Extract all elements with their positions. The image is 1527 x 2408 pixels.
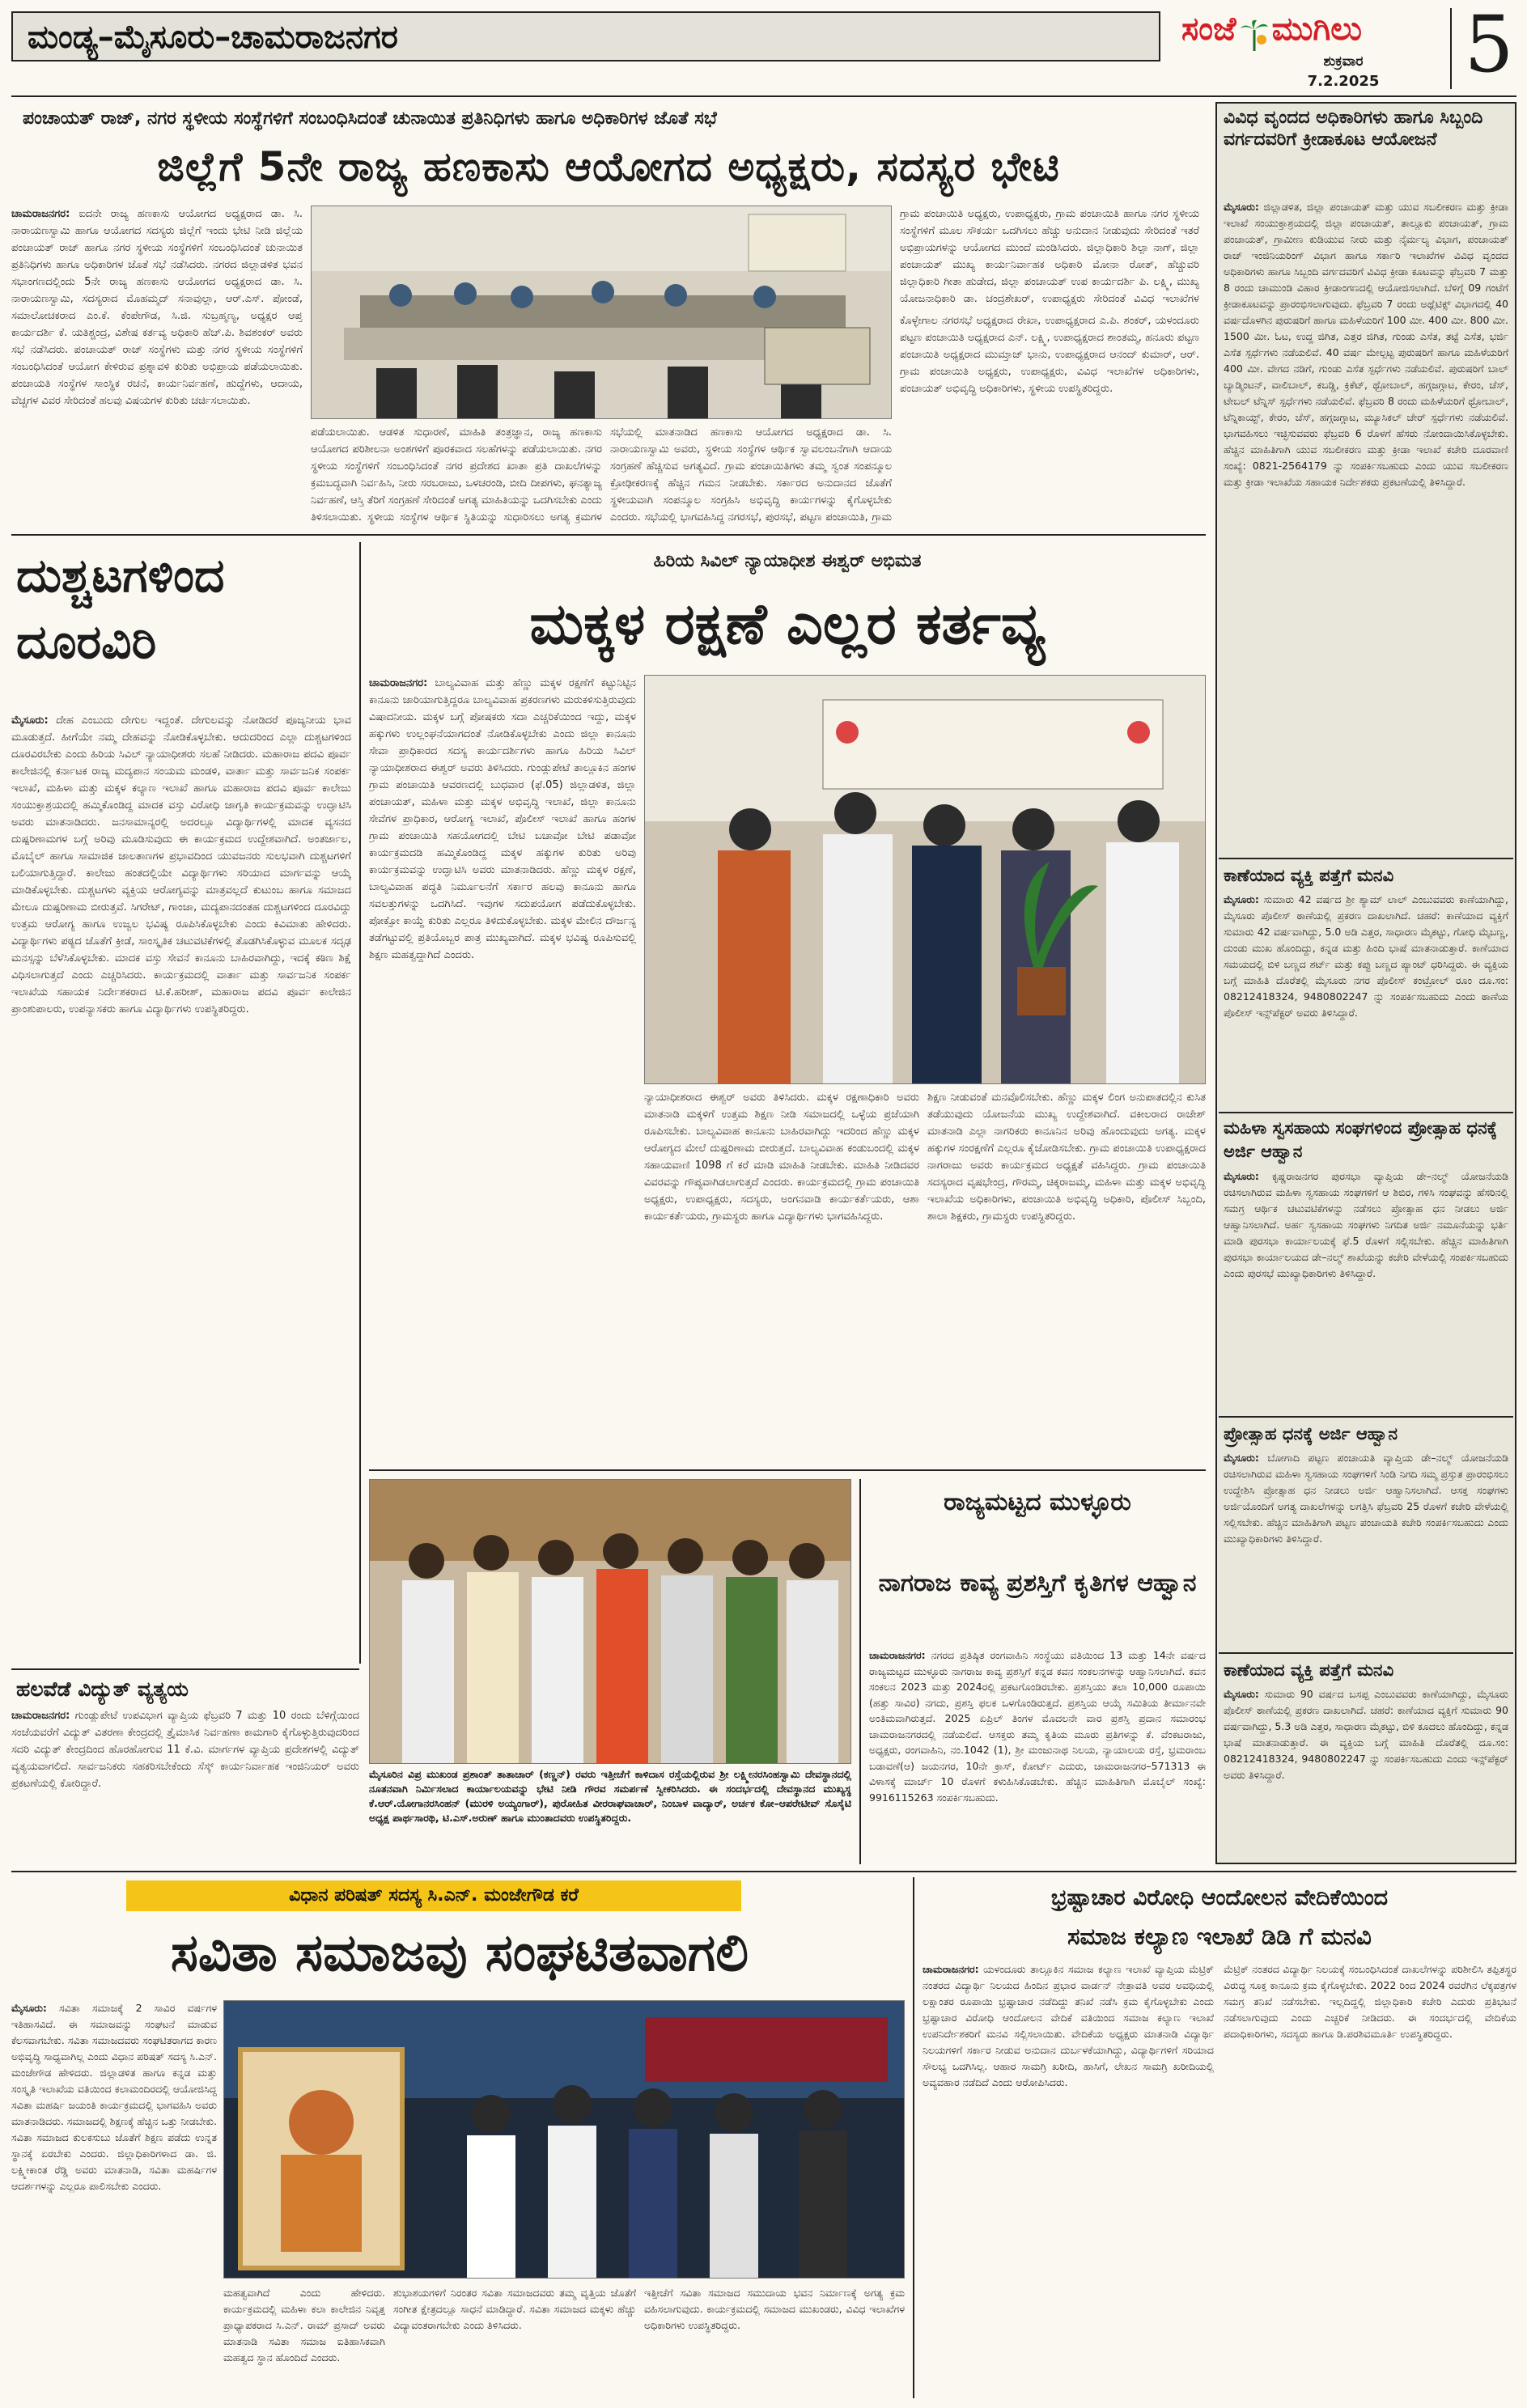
sidebar-4-text: ಬೋಗಾದಿ ಪಟ್ಟಣ ಪಂಚಾಯತಿ ವ್ಯಾಪ್ತಿಯ ಡೇ–ನಲ್ಮ್ ಯೋಜನೆಯಡಿ ರಚಿಸಲಾಗಿರುವ ಮಹಿಳಾ ಸ್ವಸಹಾಯ ಸಂಘಗಳಿಗೆ ಸಿಂಡಿ ನಿಗದಿ ಸಮ್ಮ ಪ್ರಸ್ತುತ ಪ್ರಾರಂಭಿಸಲು ಉದ್ದೇಶಿಸಿ ಪ್ರೋತ್ಸಾಹ ಧನ ನೀಡಲು ಅರ್ಜಿ ಆಹ್ವಾನಿಸಲಾಗಿದೆ. ಆಸಕ್ತ ಸಂಘಗಳು ಅರ್ಜಿಯೊಂದಿಗೆ ಅಗತ್ಯ ದಾಖಲೆಗಳನ್ನು ಲಗತ್ತಿಸಿ ಫೆಬ್ರವರಿ 25 ರೊಳಗೆ ಕಚೇರಿ ವೇಳೆಯಲ್ಲಿ ಸಲ್ಲಿಸಬೇಕು. ಹೆಚ್ಚಿನ ಮಾಹಿತಿಗಾಗಿ ಪಟ್ಟಣ ಪಂಚಾಯತಿ ಕಚೇರಿ ಸಂಪರ್ಕಿಸಬಹುದು ಎಂದು ಮುಖ್ಯಾಧಿಕಾರಿಗಳು ತಿಳಿಸಿದ್ದಾರೆ. [1224, 1452, 1508, 1545]
savita-col-2: ಮಹತ್ವವಾಗಿದೆ ಎಂದು ಹೇಳಿದರು. ಕಾರ್ಯಕ್ರಮದಲ್ಲಿ ಮಹಿಳಾ ಕಲಾ ಕಾಲೇಜಿನ ನಿವೃತ್ತ ಪ್ರಾಧ್ಯಾಪಕರಾದ ಸಿ.ಎನ್. ರಾಮ್ ಪ್ರಸಾದ್ ಅವರು ಮಾತನಾಡಿ ಸವಿತಾ ಸಮಾಜ ಐತಿಹಾಸಿಕವಾಗಿ ಮಹತ್ವದ ಸ್ಥಾನ ಹೊಂದಿದೆ ಎಂದರು. [223, 2287, 385, 2363]
issue-weekday: ಶುಕ್ರವಾರ [1323, 53, 1364, 70]
savita-photo-art [224, 2001, 905, 2279]
sidebar-1-dateline: ಮೈಸೂರು: [1224, 201, 1259, 213]
felicitation-caption: ಮೈಸೂರಿನ ವಿಪ್ರ ಮುಖಂಡ ಪ್ರಶಾಂತ್ ತಾತಾಚಾರ್ (ಕಣ್ಣನ್) ರವರು ಇತ್ತೀಚೆಗೆ ಕಾಳಿದಾಸ ರಸ್ತೆಯಲ್ಲಿರುವ ಶ್ರೀ ಲಕ್ಷ್ಮೀನರಸಿಂಹಸ್ವಾಮಿ ದೇವಸ್ಥಾನದಲ್ಲಿ ನೂತನವಾಗಿ ನಿರ್ಮಿಸಲಾದ ಕಾರ್ಯಾಲಯವನ್ನು ಭೇಟಿ ನೀಡಿ ಗೌರವ ಸಮರ್ಪಣೆ ಸ್ವೀಕರಿಸಿದರು. ಈ ಸಂದರ್ಭದಲ್ಲಿ ದೇವಸ್ಥಾನದ ಮುಖ್ಯಸ್ಥ ಕೆ.ಆರ್.ಯೋಗಾನರಸಿಂಹನ್ (ಮುರಳಿ ಅಯ್ಯಂಗಾರ್), ಪುರೋಹಿತ ವೀರರಾಘವಾಚಾರ್, ನಿಂಬಾಳ ವಾದ್ಯಾರ್, ಅರ್ಚಕ ಕೋ–ಆಪರೇಟೀವ್ ಸೊಸೈಟಿ ಅಧ್ಯಕ್ಷ ಪಾರ್ಥಸಾರಥಿ, ಟಿ.ಎಸ್.ಅರುಣ್ ಹಾಗೂ ಮುಂತಾದವರು ಉಪಸ್ಥಿತರಿದ್ದರು. [369, 1768, 851, 1824]
sidebar-1-text: ಜಿಲ್ಲಾಡಳಿತ, ಜಿಲ್ಲಾ ಪಂಚಾಯತ್ ಮತ್ತು ಯುವ ಸಬಲೀಕರಣ ಮತ್ತು ಕ್ರೀಡಾ ಇಲಾಖೆ ಸಂಯುಕ್ತಾಶ್ರಯದಲ್ಲಿ ಜಿಲ್ಲಾ ಪಂಚಾಯತ್, ತಾಲ್ಲೂಕು ಪಂಚಾಯತ್, ಗ್ರಾಮ ಪಂಚಾಯತ್, ಗ್ರಾಮೀಣ ಕುಡಿಯುವ ನೀರು ಮತ್ತು ನೈರ್ಮಲ್ಯ ವಿಭಾಗ, ಪಂಚಾಯತ್ ರಾಜ್ ಇಂಜಿನಿಯರಿಂಗ್ ವಿಭಾಗ ಹಾಗೂ ಸರ್ಕಾರಿ ಇಲಾಖೆಗಳ ವಿವಿಧ ವೃಂದದ ಅಧಿಕಾರಿಗಳು ಹಾಗೂ ಸಿಬ್ಬಂದಿ ವರ್ಗದವರಿಗೆ ವಿವಿಧ ಕ್ರೀಡಾ ಕೂಟವನ್ನು ಫೆಬ್ರವರಿ 7 ಮತ್ತು 8 ರಂದು ಚಾಮುಂಡಿ ವಿಹಾರ ಕ್ರೀಡಾಂಗಣದಲ್ಲಿ ಆಯೋಜಿಸಲಾಗಿದೆ. ಬೆಳಿಗ್ಗೆ 09 ಗಂಟೆಗೆ ಕ್ರೀಡಾಕೂಟವನ್ನು ಪ್ರಾರಂಭಿಸಲಾಗುವುದು. ಫೆಬ್ರವರಿ 7 ರಂದು ಅಥ್ಲೆಟಿಕ್ಸ್ ವಿಭಾಗದಲ್ಲಿ 40 ವರ್ಷದೊಳಗಿನ ಪುರುಷರಿಗೆ ಹಾಗೂ ಮಹಿಳೆಯರಿಗೆ 100 ಮೀ. 400 ಮೀ. 800 ಮೀ. 1500 ಮೀ. ಓಟ, ಉದ್ದ ಜಿಗಿತ, ಎತ್ತರ ಜಿಗಿತ, ಗುಂಡು ಎಸೆತ, ತಟ್ಟೆ ಎಸೆತ, ಭರ್ಜಿ ಎಸೆತ ಸ್ಪರ್ಧೆಗಳು ನಡೆಯಲಿವೆ. 40 ವರ್ಷ ಮೇಲ್ಪಟ್ಟ ಪುರುಷರಿಗೆ ಹಾಗೂ ಮಹಿಳೆಯರಿಗೆ 400 ಮೀ. ವೇಗದ ನಡಿಗೆ, ಗುಂಡು ಎಸೆತ ಸ್ಪರ್ಧೆಗಳು ನಡೆಯಲಿವೆ. ಪುರುಷರಿಗೆ ಬಾಲ್ ಬ್ಯಾಡ್ಮಿಂಟನ್, ವಾಲಿಬಾಲ್, ಕಬಡ್ಡಿ, ಕ್ರಿಕೆಟ್, ಥ್ರೋಬಾಲ್, ಹಗ್ಗಜಗ್ಗಾಟ, ಕೇರಂ, ಚೆಸ್, ಟೇಬಲ್ ಟೆನ್ನಿಸ್ ಸ್ಪರ್ಧೆಗಳು ನಡೆಯಲಿವೆ. ಫೆಬ್ರವರಿ 8 ರಂದು ಮಹಿಳೆಯರಿಗೆ ಥ್ರೋಬಾಲ್, ಟೆನ್ನಿಕಾಯ್ಟ್, ಕೇರಂ, ಚೆಸ್, ಹಗ್ಗಜಗ್ಗಾಟ, ಮ್ಯೂಸಿಕಲ್ ಚೇರ್ ಸ್ಪರ್ಧೆಗಳು ನಡೆಯಲಿವೆ. ಭಾಗವಹಿಸಲು ಇಚ್ಛಿಸುವವರು ಫೆಬ್ರವರಿ 6 ರೊಳಗೆ ಹೆಸರು ನೋಂದಾಯಿಸಿಕೊಳ್ಳಬೇಕು. ಹೆಚ್ಚಿನ ಮಾಹಿತಿಗಾಗಿ ಯುವ ಸಬಲೀಕರಣ ಮತ್ತು ಕ್ರೀಡಾ ಇಲಾಖೆ ಕಚೇರಿ ದೂರವಾಣಿ ಸಂಖ್ಯೆ: 0821-2564179 ನ್ನು ಸಂಪರ್ಕಿಸಬಹುದು ಎಂದು ಯುವ ಸಬಲೀಕರಣ ಮತ್ತು ಕ್ರೀಡಾ ಇಲಾಖೆಯ ಸಹಾಯಕ ನಿರ್ದೇಶಕರು ಪ್ರಕಟಣೆಯಲ್ಲಿ ತಿಳಿಸಿದ್ದಾರೆ. [1224, 201, 1508, 488]
corruption-col-2: ಮೆಟ್ರಿಕ್ ನಂತರದ ವಿದ್ಯಾರ್ಥಿ ನಿಲಯಕ್ಕೆ ಸಂಬಂಧಿಸಿದಂತೆ ದಾಖಲೆಗಳನ್ನು ಪರಿಶೀಲಿಸಿ ತಪ್ಪಿತಸ್ಥರ ವಿರುದ್ಧ ಸೂಕ್ತ ಕಾನೂನು ಕ್ರಮ ಕೈಗೊಳ್ಳಬೇಕು. 2022 ರಿಂದ 2024 ರವರೆಗಿನ ಲೆಕ್ಕಪತ್ರಗಳ ಸಮಗ್ರ ತನಿಖೆ ನಡೆಸಬೇಕು. ಇಲ್ಲದಿದ್ದಲ್ಲಿ ಜಿಲ್ಲಾಧಿಕಾರಿ ಕಚೇರಿ ಎದುರು ಪ್ರತಿಭಟನೆ ನಡೆಸಲಾಗುವುದು ಎಂದು ಎಚ್ಚರಿಕೆ ನೀಡಿದರು. ಈ ಸಂದರ್ಭದಲ್ಲಿ ವೇದಿಕೆಯ ಪದಾಧಿಕಾರಿಗಳು, ಸದಸ್ಯರು ಹಾಗೂ ಡಿ.ಪರಶಿವಮೂರ್ತಿ ಉಪಸ್ಥಿತರಿದ್ದರು. [1224, 1963, 1516, 2040]
award-headline: ನಾಗರಾಜ ಕಾವ್ಯ ಪ್ರಶಸ್ತಿಗೆ ಕೃತಿಗಳ ಆಹ್ವಾನ [878, 1569, 1197, 1597]
sidebar-5-dateline: ಮೈಸೂರು: [1224, 1688, 1259, 1700]
sidebar-3-headline: ಮಹಿಳಾ ಸ್ವಸಹಾಯ ಸಂಘಗಳಿಂದ ಪ್ರೋತ್ಸಾಹ ಧನಕ್ಕೆ ಅರ್ಜಿ ಆಹ್ವಾನ [1224, 1118, 1497, 1161]
power-dateline: ಚಾಮರಾಜನಗರ: [11, 1710, 70, 1722]
savita-event-photo [223, 2000, 905, 2279]
section-title-bar [11, 11, 1160, 61]
corruption-dateline: ಚಾಮರಾಜನಗರ: [923, 1963, 979, 1975]
children-event-photo [644, 675, 1206, 1084]
lead-col-1-text: ಐದನೇ ರಾಜ್ಯ ಹಣಕಾಸು ಆಯೋಗದ ಅಧ್ಯಕ್ಷರಾದ ಡಾ. ಸಿ. ನಾರಾಯಣಸ್ವಾಮಿ ಹಾಗೂ ಆಯೋಗದ ಸದಸ್ಯರು ಜಿಲ್ಲೆಗೆ ಇಂದು ಭೇಟಿ ನೀಡಿ ಜಿಲ್ಲೆಯ ಪಂಚಾಯತ್ ರಾಜ್ ಹಾಗೂ ನಗರ ಸ್ಥಳೀಯ ಸಂಸ್ಥೆಗಳಿಗೆ ಸಂಬಂಧಿಸಿದಂತೆ ಚುನಾಯಿತ ಪ್ರತಿನಿಧಿಗಳು ಹಾಗೂ ಅಧಿಕಾರಿಗಳ ಜೊತೆ ಸಭೆ ನಡೆಸಿದರು. ನಗರದ ಜಿಲ್ಲಾಡಳಿತ ಭವನ ಸಭಾಂಗಣದಲ್ಲಿಂದು 5ನೇ ರಾಜ್ಯ ಹಣಕಾಸು ಆಯೋಗದ ಅಧ್ಯಕ್ಷರಾದ ಡಾ. ಸಿ. ನಾರಾಯಣಸ್ವಾಮಿ, ಸದಸ್ಯರಾದ ಮೊಹಮ್ಮದ್ ಸನಾವುಲ್ಲಾ, ಆರ್.ಎಸ್. ಪೋಂಡೆ, ಸಮಾಲೋಚಕರಾದ ಎಂ.ಕೆ. ಕೆಂಪೇಗೌಡ, ಸಿ.ಜಿ. ಸುಬ್ರಹ್ಮಣ್ಯ, ಅಧ್ಯಕ್ಷರ ಆಪ್ತ ಕಾರ್ಯದರ್ಶಿ ಕೆ. ಯತಿಶ್ಚಂದ್ರ, ವಿಶೇಷ ಕರ್ತವ್ಯ ಅಧಿಕಾರಿ ಹೆಚ್.ಪಿ. ಶಿವಶಂಕರ್ ಅವರು ಸಭೆ ನಡೆಸಿದರು. ಪಂಚಾಯತ್ ರಾಜ್ ಸಂಸ್ಥೆಗಳು ಮತ್ತು ನಗರ ಸ್ಥಳೀಯ ಸಂಸ್ಥೆಗಳಿಗೆ ಸಂಬಂಧಿಸಿದಂತೆ ಆಯೋಗ ಕೇಳಿರುವ ಪ್ರಶ್ನಾವಳಿ ಕುರಿತು ಅಭಿಪ್ರಾಯ ಪಡೆಯಲಾಯಿತು. ಪಂಚಾಯತಿ ಸಂಸ್ಥೆಗಳ ಸಾಂಸ್ಥಿಕ ರಚನೆ, ಕಾರ್ಯನಿರ್ವಹಣೆ, ಹುದ್ದೆಗಳು, ಆದಾಯ, ವೆಚ್ಚಗಳ ವಿವರ ಸೇರಿದಂತೆ ಹಲವು ವಿಷಯಗಳ ಕುರಿತು ಚರ್ಚಿಸಲಾಯಿತು. [11, 208, 303, 407]
felicitation-photo [369, 1479, 851, 1764]
sidebar-4-body [1224, 1450, 1508, 1647]
savita-col-4: ಇತ್ತೀಚೆಗೆ ಸವಿತಾ ಸಮಾಜದ ಸಮುದಾಯ ಭವನ ನಿರ್ಮಾಣಕ್ಕೆ ಅಗತ್ಯ ಕ್ರಮ ವಹಿಸಲಾಗುವುದು. ಕಾರ್ಯಕ್ರಮದಲ್ಲಿ ಸಮಾಜದ ಮುಖಂಡರು, ವಿವಿಧ ಇಲಾಖೆಗಳ ಅಧಿಕಾರಿಗಳು ಉಪಸ್ಥಿತರಿದ್ದರು. [644, 2287, 905, 2331]
lead-headline: ಜಿಲ್ಲೆಗೆ 5ನೇ ರಾಜ್ಯ ಹಣಕಾಸು ಆಯೋಗದ ಅಧ್ಯಕ್ಷರು, ಸದಸ್ಯರ ಭೇಟಿ [157, 143, 1060, 190]
drugs-dateline: ಮೈಸೂರು: [11, 714, 49, 727]
brand-part2: ಮುಗಿಲು [1271, 11, 1362, 48]
sidebar-2-dateline: ಮೈಸೂರು: [1224, 893, 1259, 905]
lead-meeting-photo [311, 206, 892, 419]
award-text: ನಗರದ ಪ್ರತಿಷ್ಠಿತ ರಂಗವಾಹಿನಿ ಸಂಸ್ಥೆಯು ವತಿಯಿಂದ 13 ಮತ್ತು 14ನೇ ವರ್ಷದ ರಾಜ್ಯಮಟ್ಟದ ಮುಳ್ಳೂರು ನಾಗರಾಜ ಕಾವ್ಯ ಪ್ರಶಸ್ತಿಗೆ ಕನ್ನಡ ಕವನ ಸಂಕಲನಗಳನ್ನು ಆಹ್ವಾನಿಸಲಾಗಿದೆ. ಕವನ ಸಂಕಲನ 2023 ಮತ್ತು 2024ರಲ್ಲಿ ಪ್ರಕಟಗೊಂಡಿರಬೇಕು. ಪ್ರಶಸ್ತಿಯು ತಲಾ 10,000 ರೂಪಾಯಿ (ಹತ್ತು ಸಾವಿರ) ನಗದು, ಪ್ರಶಸ್ತಿ ಫಲಕ ಒಳಗೊಂಡಿರುತ್ತದೆ. ಪ್ರಶಸ್ತಿಯ ಆಯ್ಕೆ ಸಮಿತಿಯ ತೀರ್ಮಾನವೇ ಅಂತಿಮವಾಗಿರುತ್ತದೆ. 2025 ಏಪ್ರಿಲ್ ತಿಂಗಳ ಮೊದಲನೇ ವಾರ ಪ್ರಶಸ್ತಿ ಪ್ರದಾನ ಸಮಾರಂಭ ಚಾಮರಾಜನಗರದಲ್ಲಿ ನಡೆಯಲಿದೆ. ಆಸಕ್ತರು ತಮ್ಮ ಕೃತಿಯ ಮೂರು ಪ್ರತಿಗಳನ್ನು ಕೆ. ವೆಂಕಟರಾಜು, ಅಧ್ಯಕ್ಷರು, ರಂಗವಾಹಿನಿ, ನಂ.1042 (1), ಶ್ರೀ ಮಂಜುನಾಥ ನಿಲಯ, ನ್ಯಾಯಾಲಯ ರಸ್ತೆ, ಭ್ರಮರಾಂಬ ಬಡಾವಣೆ(ಆ) ಜಯನಗರ, 10ನೇ ಕ್ರಾಸ್, ಕೋರ್ಟ್ ಎದುರು, ಚಾಮರಾಜನಗರ–571313 ಈ ವಿಳಾಸಕ್ಕೆ ಮಾರ್ಚ್ 10 ರೊಳಗೆ ಕಳುಹಿಸಿಕೊಡಬೇಕು. ಹೆಚ್ಚಿನ ಮಾಹಿತಿಗಾಗಿ ಮೊಬೈಲ್ ಸಂಖ್ಯೆ: 9916115263 ಸಂಪರ್ಕಿಸಬಹುದು. [869, 1649, 1206, 1804]
sidebar-2-text: ಸುಮಾರು 42 ವರ್ಷದ ಶ್ರೀ ಶ್ಯಾಮ್ ಲಾಲ್ ಎಂಬುವವರು ಕಾಣೆಯಾಗಿದ್ದು, ಮೈಸೂರು ಪೊಲೀಸ್ ಠಾಣೆಯಲ್ಲಿ ಪ್ರಕರಣ ದಾಖಲಾಗಿದೆ. ಚಹರೆ: ಕಾಣೆಯಾದ ವ್ಯಕ್ತಿಗೆ ಸುಮಾರು 42 ವರ್ಷವಾಗಿದ್ದು, 5.0 ಅಡಿ ಎತ್ತರ, ಸಾಧಾರಣ ಮೈಕಟ್ಟು, ಗೋಧಿ ಮೈಬಣ್ಣ, ದುಂಡು ಮುಖ ಹೊಂದಿದ್ದು, ಕನ್ನಡ ಮತ್ತು ಹಿಂದಿ ಭಾಷೆ ಮಾತನಾಡುತ್ತಾರೆ. ಕಾಣೆಯಾದ ಸಮಯದಲ್ಲಿ ಬಿಳಿ ಬಣ್ಣದ ಶರ್ಟ್ ಮತ್ತು ಕಪ್ಪು ಬಣ್ಣದ ಪ್ಯಾಂಟ್ ಧರಿಸಿದ್ದರು. ಈ ವ್ಯಕ್ತಿಯ ಬಗ್ಗೆ ಮಾಹಿತಿ ದೊರೆತಲ್ಲಿ ಮೈಸೂರು ನಗರ ಪೊಲೀಸ್ ಕಂಟ್ರೋಲ್ ರೂಂ ದೂ.ಸಂ: 08212418324, 9480802247 ನ್ನು ಸಂಪರ್ಕಿಸಬಹುದು ಎಂದು ಠಾಣೆಯ ಪೊಲೀಸ್ ಇನ್ಸ್‌ಪೆಕ್ಟರ್ ಅವರು ತಿಳಿಸಿದ್ದಾರೆ. [1224, 893, 1508, 1019]
drugs-headline: ದುಶ್ಚಟಗಳಿಂದ ದೂರವಿರಿ [16, 548, 225, 669]
lead-col-2: ಪಡೆಯಲಾಯಿತು. ಆಡಳಿತ ಸುಧಾರಣೆ, ಮಾಹಿತಿ ತಂತ್ರಜ್ಞಾನ, ರಾಜ್ಯ ಹಣಕಾಸು ಆಯೋಗದ ಪರಿಶೀಲನಾ ಅಂಶಗಳಿಗೆ ಪೂರಕವಾದ ಸಲಹೆಗಳನ್ನು ಪಡೆಯಲಾಯಿತು. ನಗರ ಸ್ಥಳೀಯ ಸಂಸ್ಥೆಗಳಿಗೆ ಸಂಬಂಧಿಸಿದಂತೆ ನಗರ ಪ್ರದೇಶದ ಖಾತಾ ಪ್ರತಿ ದಾಖಲೆಗಳನ್ನು ಕ್ರಮಬದ್ಧವಾಗಿ ನಿರ್ವಹಿಸಿ, ನೀರು ಸರಬರಾಜು, ಒಳಚರಂಡಿ, ಬೀದಿ ದೀಪಗಳು, ಘನತ್ಯಾಜ್ಯ ನಿರ್ವಹಣೆ, ಆಸ್ತಿ ತೆರಿಗೆ ಸಂಗ್ರಹಣೆ ಸೇರಿದಂತೆ ಅಗತ್ಯ ಮಾಹಿತಿಯನ್ನು ಒದಗಿಸಬೇಕು ಎಂದು ತಿಳಿಸಲಾಯಿತು. ಸ್ಥಳೀಯ ಸಂಸ್ಥೆಗಳ ಆರ್ಥಿಕ ಸ್ಥಿತಿಯನ್ನು ಸುಧಾರಿಸಲು ಅಗತ್ಯ ಕ್ರಮಗಳ [311, 426, 602, 524]
savita-col-1-text: ಸವಿತಾ ಸಮಾಜಕ್ಕೆ 2 ಸಾವಿರ ವರ್ಷಗಳ ಇತಿಹಾಸವಿದೆ. ಈ ಸಮಾಜವನ್ನು ಸಂಘಟನೆ ಮಾಡುವ ಕೆಲಸವಾಗಬೇಕು. ಸವಿತಾ ಸಮಾಜದವರು ಸಂಘಟಿತರಾಗದ ಕಾರಣ ಅಭಿವೃದ್ಧಿ ಸಾಧ್ಯವಾಗಿಲ್ಲ ಎಂದು ವಿಧಾನ ಪರಿಷತ್ ಸದಸ್ಯ ಸಿ.ಎನ್. ಮಂಜೇಗೌಡ ಹೇಳಿದರು. ಜಿಲ್ಲಾಡಳಿತ ಹಾಗೂ ಕನ್ನಡ ಮತ್ತು ಸಂಸ್ಕೃತಿ ಇಲಾಖೆಯ ವತಿಯಿಂದ ಕಲಾಮಂದಿರದಲ್ಲಿ ಆಯೋಜಿಸಿದ್ದ ಸವಿತಾ ಮಹರ್ಷಿ ಜಯಂತಿ ಕಾರ್ಯಕ್ರಮದಲ್ಲಿ ಭಾಗವಹಿಸಿ ಅವರು ಮಾತನಾಡಿದರು. ಸಮಾಜದಲ್ಲಿ ಶಿಕ್ಷಣಕ್ಕೆ ಹೆಚ್ಚಿನ ಒತ್ತು ನೀಡಬೇಕು. ಸವಿತಾ ಸಮಾಜದ ಕುಲಕಸುಬು ಜೊತೆಗೆ ಶಿಕ್ಷಣ ಪಡೆದು ಉನ್ನತ ಸ್ಥಾನಕ್ಕೆ ಏರಬೇಕು ಎಂದರು. ಜಿಲ್ಲಾಧಿಕಾರಿಗಳಾದ ಡಾ. ಜಿ. ಲಕ್ಷ್ಮೀಕಾಂತ ರೆಡ್ಡಿ ಅವರು ಮಾತನಾಡಿ, ಸವಿತಾ ಮಹರ್ಷಿಗಳ ಆದರ್ಶಗಳನ್ನು ಎಲ್ಲರೂ ಪಾಲಿಸಬೇಕು ಎಂದರು. [11, 2002, 217, 2192]
savita-dateline: ಮೈಸೂರು: [11, 2002, 47, 2014]
award-body [869, 1647, 1206, 1864]
children-kicker: ಹಿರಿಯ ಸಿವಿಲ್ ನ್ಯಾಯಾಧೀಶ ಈಶ್ವರ್ ಅಭಿಮತ [653, 551, 922, 571]
corruption-col-1-text: ಯಳಂದೂರು ತಾಲ್ಲೂಕಿನ ಸಮಾಜ ಕಲ್ಯಾಣ ಇಲಾಖೆ ವ್ಯಾಪ್ತಿಯ ಮೆಟ್ರಿಕ್ ನಂತರದ ವಿದ್ಯಾರ್ಥಿ ನಿಲಯದ ಹಿಂದಿನ ಪ್ರಭಾರ ವಾರ್ಡನ್ ನೇತ್ರಾವತಿ ಅವರ ಅವಧಿಯಲ್ಲಿ ಲಕ್ಷಾಂತರ ರೂಪಾಯಿ ಭ್ರಷ್ಟಾಚಾರ ನಡೆದಿದ್ದು ತನಿಖೆ ನಡೆಸಿ ಕ್ರಮ ಕೈಗೊಳ್ಳಬೇಕು ಎಂದು ಭ್ರಷ್ಟಾಚಾರ ವಿರೋಧಿ ಆಂದೋಲನ ವೇದಿಕೆ ವತಿಯಿಂದ ಸಮಾಜ ಕಲ್ಯಾಣ ಇಲಾಖೆ ಉಪನಿರ್ದೇಶಕರಿಗೆ ಮನವಿ ಸಲ್ಲಿಸಲಾಯಿತು. ವೇದಿಕೆಯ ಅಧ್ಯಕ್ಷರು ಮಾತನಾಡಿ ವಿದ್ಯಾರ್ಥಿ ನಿಲಯಗಳಿಗೆ ಸರ್ಕಾರ ನೀಡುವ ಅನುದಾನ ದುರ್ಬಳಕೆಯಾಗಿದ್ದು, ವಿದ್ಯಾರ್ಥಿಗಳಿಗೆ ಸರಿಯಾದ ಸೌಲಭ್ಯ ಒದಗಿಸಿಲ್ಲ. ಆಹಾರ ಸಾಮಗ್ರಿ ಖರೀದಿ, ಹಾಸಿಗೆ, ಲೇಖನ ಸಾಮಗ್ರಿ ಖರೀದಿಯಲ್ಲಿ ಅವ್ಯವಹಾರ ನಡೆದಿದೆ ಎಂದು ಆರೋಪಿಸಿದರು. [923, 1963, 1214, 2088]
children-col-2: ನ್ಯಾಯಾಧೀಶರಾದ ಈಶ್ವರ್ ಅವರು ತಿಳಿಸಿದರು. ಮಕ್ಕಳ ರಕ್ಷಣಾಧಿಕಾರಿ ಅವರು ಮಾತನಾಡಿ ಮಕ್ಕಳಿಗೆ ಉತ್ತಮ ಶಿಕ್ಷಣ ನೀಡಿ ಸಮಾಜದಲ್ಲಿ ಒಳ್ಳೆಯ ಪ್ರಜೆಯಾಗಿ ರೂಪಿಸಬೇಕು. ಬಾಲ್ಯವಿವಾಹ ಕಾನೂನು ಬಾಹಿರವಾಗಿದ್ದು ಇದರಿಂದ ಹೆಣ್ಣು ಮಕ್ಕಳ ಆರೋಗ್ಯದ ಮೇಲೆ ದುಷ್ಪರಿಣಾಮ ಬೀರುತ್ತದೆ. ಬಾಲ್ಯವಿವಾಹ ಕಂಡುಬಂದಲ್ಲಿ ಮಕ್ಕಳ ಸಹಾಯವಾಣಿ 1098 ಗೆ ಕರೆ ಮಾಡಿ ಮಾಹಿತಿ ನೀಡಬೇಕು. ಮಾಹಿತಿ ನೀಡಿದವರ ವಿವರವನ್ನು ಗೌಪ್ಯವಾಗಿಡಲಾಗುತ್ತದೆ ಎಂದರು. ಕಾರ್ಯಕ್ರಮದಲ್ಲಿ ಗ್ರಾಮ ಪಂಚಾಯಿತಿ ಅಧ್ಯಕ್ಷರು, ಉಪಾಧ್ಯಕ್ಷರು, ಸದಸ್ಯರು, ಅಂಗನವಾಡಿ ಕಾರ್ಯಕರ್ತೆಯರು, ಆಶಾ ಕಾರ್ಯಕರ್ತೆಯರು, ಗ್ರಾಮಸ್ಥರು ಹಾಗೂ ವಿದ್ಯಾರ್ಥಿಗಳು ಭಾಗವಹಿಸಿದ್ದರು. [644, 1092, 919, 1223]
sidebar-5-body [1224, 1686, 1508, 1859]
felicitation-photo-art [370, 1480, 851, 1764]
sidebar-4-headline: ಪ್ರೋತ್ಸಾಹ ಧನಕ್ಕೆ ಅರ್ಜಿ ಆಹ್ವಾನ [1224, 1424, 1398, 1444]
children-col-3: ಶಿಕ್ಷಣ ನೀಡುವಂತೆ ಮನವೊಲಿಸಬೇಕು. ಹೆಣ್ಣು ಮಕ್ಕಳ ಲಿಂಗ ಅನುಪಾತದಲ್ಲಿನ ಕುಸಿತ ತಡೆಯುವುದು ಯೋಜನೆಯ ಮುಖ್ಯ ಉದ್ದೇಶವಾಗಿದೆ. ವಕೀಲರಾದ ರಾಜೇಶ್ ಮಾತನಾಡಿ ಎಲ್ಲಾ ನಾಗರಿಕರು ಕಾನೂನಿನ ಅರಿವು ಹೊಂದುವುದು ಅಗತ್ಯ. ಮಕ್ಕಳ ಹಕ್ಕುಗಳ ಸಂರಕ್ಷಣೆಗೆ ಎಲ್ಲರೂ ಕೈಜೋಡಿಸಬೇಕು. ಗ್ರಾಮ ಪಂಚಾಯಿತಿ ಉಪಾಧ್ಯಕ್ಷರಾದ ನಾಗರಾಜು ಅವರು ಕಾರ್ಯಕ್ರಮದ ಅಧ್ಯಕ್ಷತೆ ವಹಿಸಿದ್ದರು. ಗ್ರಾಮ ಪಂಚಾಯಿತಿ ಸದಸ್ಯರಾದ ವೃಷಭೇಂದ್ರ, ಗೌರಮ್ಮ, ಚಿಕ್ಕರಾಜಮ್ಮ, ಮಹಿಳಾ ಮತ್ತು ಮಕ್ಕಳ ಅಭಿವೃದ್ಧಿ ಇಲಾಖೆಯ ಅಧಿಕಾರಿಗಳು, ಪಂಚಾಯಿತಿ ಅಭಿವೃದ್ಧಿ ಅಧಿಕಾರಿ, ಪೊಲೀಸ್ ಸಿಬ್ಬಂದಿ, ಶಾಲಾ ಶಿಕ್ಷಕರು, ಗ್ರಾಮಸ್ಥರು ಉಪಸ್ಥಿತರಿದ್ದರು. [927, 1092, 1206, 1223]
lead-col-1 [11, 206, 303, 526]
sidebar-5-headline: ಕಾಣೆಯಾದ ವ್ಯಕ್ತಿ ಪತ್ತೆಗೆ ಮನವಿ [1224, 1660, 1394, 1680]
power-text: ಗುಂಡ್ಲುಪೇಟೆ ಉಪವಿಭಾಗ ವ್ಯಾಪ್ತಿಯ ಫೆಬ್ರವರಿ 7 ಮತ್ತು 10 ರಂದು ಬೆಳಿಗ್ಗೆಯಿಂದ ಸಂಜೆಯವರೆಗೆ ವಿದ್ಯುತ್ ವಿತರಣಾ ಕೇಂದ್ರದಲ್ಲಿ ತ್ರೈಮಾಸಿಕ ನಿರ್ವಹಣಾ ಕಾಮಗಾರಿ ಕೈಗೊಳ್ಳುತ್ತಿರುವುದರಿಂದ ಸದರಿ ವಿದ್ಯುತ್ ಕೇಂದ್ರದಿಂದ ಹೊರಹೋಗುವ 11 ಕೆ.ವಿ. ಮಾರ್ಗಗಳ ವ್ಯಾಪ್ತಿಯ ಪ್ರದೇಶಗಳಲ್ಲಿ ವಿದ್ಯುತ್ ವ್ಯತ್ಯಯವಾಗಲಿದೆ. ಸಾರ್ವಜನಿಕರು ಸಹಕರಿಸಬೇಕೆಂದು ಸೆಸ್ಕ್ ಕಾರ್ಯನಿರ್ವಾಹಕ ಇಂಜಿನಿಯರ್ ಅವರು ಪ್ರಕಟಣೆಯಲ್ಲಿ ಕೋರಿದ್ದಾರೆ. [11, 1710, 359, 1790]
palm-icon [1241, 19, 1268, 54]
corruption-kicker: ಭ್ರಷ್ಟಾಚಾರ ವಿರೋಧಿ ಆಂದೋಲನ ವೇದಿಕೆಯಿಂದ [1050, 1885, 1389, 1910]
sidebar-3-body [1224, 1168, 1508, 1411]
sidebar-3-dateline: ಮೈಸೂರು: [1224, 1170, 1259, 1182]
brand-part1: ಸಂಜೆ [1181, 11, 1236, 48]
sidebar-5-text: ಸುಮಾರು 90 ವರ್ಷದ ಬಸಪ್ಪ ಎಂಬುವವರು ಕಾಣೆಯಾಗಿದ್ದು, ಮೈಸೂರು ಪೊಲೀಸ್ ಠಾಣೆಯಲ್ಲಿ ಪ್ರಕರಣ ದಾಖಲಾಗಿದೆ. ಚಹರೆ: ಕಾಣೆಯಾದ ವ್ಯಕ್ತಿಗೆ ಸುಮಾರು 90 ವರ್ಷವಾಗಿದ್ದು, 5.3 ಅಡಿ ಎತ್ತರ, ಸಾಧಾರಣ ಮೈಕಟ್ಟು, ಬಿಳಿ ಕೂದಲು ಹೊಂದಿದ್ದು, ಕನ್ನಡ ಭಾಷೆ ಮಾತನಾಡುತ್ತಾರೆ. ಈ ವ್ಯಕ್ತಿಯ ಬಗ್ಗೆ ಮಾಹಿತಿ ದೊರೆತಲ್ಲಿ ದೂ.ಸಂ: 08212418324, 9480802247 ನ್ನು ಸಂಪರ್ಕಿಸಬಹುದು ಎಂದು ಇನ್ಸ್‌ಪೆಕ್ಟರ್ ಅವರು ತಿಳಿಸಿದ್ದಾರೆ. [1224, 1688, 1508, 1781]
savita-col-3: ಶುಭಾಶಯಗಳಿಗೆ ನಿರಂತರ ಸವಿತಾ ಸಮಾಜದವರು ತಮ್ಮ ವೃತ್ತಿಯ ಜೊತೆಗೆ ಸಂಗೀತ ಕ್ಷೇತ್ರದಲ್ಲೂ ಸಾಧನೆ ಮಾಡಿದ್ದಾರೆ. ಸವಿತಾ ಸಮಾಜದ ಮಕ್ಕಳು ಹೆಚ್ಚು ವಿದ್ಯಾವಂತರಾಗಬೇಕು ಎಂದು ತಿಳಿಸಿದರು. [393, 2287, 636, 2331]
lead-kicker: ಪಂಚಾಯತ್ ರಾಜ್, ನಗರ ಸ್ಥಳೀಯ ಸಂಸ್ಥೆಗಳಿಗೆ ಸಂಬಂಧಿಸಿದಂತೆ ಚುನಾಯಿತ ಪ್ರತಿನಿಧಿಗಳು ಹಾಗೂ ಅಧಿಕಾರಿಗಳ ಜೊತೆ ಸಭೆ [23, 108, 717, 129]
power-body [11, 1707, 359, 1864]
children-headline: ಮಕ್ಕಳ ರಕ್ಷಣೆ ಎಲ್ಲರ ಕರ್ತವ್ಯ [529, 591, 1046, 657]
savita-kicker: ವಿಧಾನ ಪರಿಷತ್ ಸದಸ್ಯ ಸಿ.ಎನ್. ಮಂಜೇಗೌಡ ಕರೆ [126, 1880, 741, 1911]
corruption-headline: ಸಮಾಜ ಕಲ್ಯಾಣ ಇಲಾಖೆ ಡಿಡಿ ಗೆ ಮನವಿ [1067, 1923, 1372, 1950]
issue-date: 7.2.2025 [1307, 73, 1380, 90]
sidebar-4-dateline: ಮೈಸೂರು: [1224, 1452, 1259, 1464]
children-col-1-text: ಬಾಲ್ಯವಿವಾಹ ಮತ್ತು ಹೆಣ್ಣು ಮಕ್ಕಳ ರಕ್ಷಣೆಗೆ ಕಟ್ಟುನಿಟ್ಟಿನ ಕಾನೂನು ಜಾರಿಯಾಗುತ್ತಿದ್ದರೂ ಬಾಲ್ಯವಿವಾಹ ಪ್ರಕರಣಗಳು ಮರುಕಳಿಸುತ್ತಿರುವುದು ವಿಷಾದನೀಯ. ಮಕ್ಕಳ ಬಗ್ಗೆ ಪೋಷಕರು ಸದಾ ಎಚ್ಚರಿಕೆಯಿಂದ ಇದ್ದು, ಮಕ್ಕಳ ಹಕ್ಕುಗಳು ಉಲ್ಲಂಘನೆಯಾಗದಂತೆ ನೋಡಿಕೊಳ್ಳಬೇಕು ಎಂದು ಜಿಲ್ಲಾ ಕಾನೂನು ಸೇವಾ ಪ್ರಾಧಿಕಾರದ ಸದಸ್ಯ ಕಾರ್ಯದರ್ಶಿಗಳು ಹಾಗೂ ಹಿರಿಯ ಸಿವಿಲ್ ನ್ಯಾಯಾಧೀಶರಾದ ಈಶ್ವರ್ ಅವರು ತಿಳಿಸಿದರು. ಗುಂಡ್ಲುಪೇಟೆ ತಾಲ್ಲೂಕಿನ ಹಂಗಳ ಗ್ರಾಮ ಪಂಚಾಯಿತಿ ಆವರಣದಲ್ಲಿ ಬುಧವಾರ (ಫೆ.05) ಜಿಲ್ಲಾಡಳಿತ, ಜಿಲ್ಲಾ ಪಂಚಾಯತ್, ಮಹಿಳಾ ಮತ್ತು ಮಕ್ಕಳ ಅಭಿವೃದ್ಧಿ ಇಲಾಖೆ, ಜಿಲ್ಲಾ ಕಾನೂನು ಸೇವೆಗಳ ಪ್ರಾಧಿಕಾರ, ಆರೋಗ್ಯ ಇಲಾಖೆ, ಪೊಲೀಸ್ ಇಲಾಖೆ ಹಾಗೂ ಹಂಗಳ ಗ್ರಾಮ ಪಂಚಾಯಿತಿ ಸಹಯೋಗದಲ್ಲಿ ಬೇಟಿ ಬಚಾವೋ ಬೇಟಿ ಪಡಾವೋ ಕಾರ್ಯಕ್ರಮದಡಿ ಹಮ್ಮಿಕೊಂಡಿದ್ದ ಮಕ್ಕಳ ಹಕ್ಕುಗಳ ಕುರಿತು ಅರಿವು ಕಾರ್ಯಕ್ರಮವನ್ನು ಉದ್ಘಾಟಿಸಿ ಅವರು ಮಾತನಾಡಿದರು. ಹೆಣ್ಣು ಮಕ್ಕಳ ರಕ್ಷಣೆ, ಬಾಲ್ಯವಿವಾಹ ಪದ್ಧತಿ ನಿರ್ಮೂಲನೆಗೆ ಸರ್ಕಾರ ಹಲವು ಕಾನೂನು ಹಾಗೂ ಸವಲತ್ತುಗಳನ್ನು ಒದಗಿಸಿದೆ. ಇವುಗಳ ಸದುಪಯೋಗ ಪಡೆದುಕೊಳ್ಳಬೇಕು. ಪೋಕ್ಸೋ ಕಾಯ್ದೆ ಕುರಿತು ಎಲ್ಲರೂ ತಿಳಿದುಕೊಳ್ಳಬೇಕು. ಮಕ್ಕಳ ಮೇಲಿನ ದೌರ್ಜನ್ಯ ತಡೆಗಟ್ಟುವಲ್ಲಿ ಪ್ರತಿಯೊಬ್ಬರ ಪಾತ್ರ ಮುಖ್ಯವಾಗಿದೆ. ಮಕ್ಕಳ ಭವಿಷ್ಯ ರೂಪಿಸುವಲ್ಲಿ ಶಿಕ್ಷಣ ಮಹತ್ವದ್ದಾಗಿದೆ ಎಂದರು. [369, 677, 636, 961]
section-title: ಮಂಡ್ಯ–ಮೈಸೂರು–ಚಾಮರಾಜನಗರ [28, 19, 398, 56]
children-photo-art [645, 676, 1206, 1084]
award-kicker: ರಾಜ್ಯಮಟ್ಟದ ಮುಳ್ಳೂರು [944, 1488, 1131, 1516]
drugs-text: ದೇಹ ಎಂಬುದು ದೇಗುಲ ಇದ್ದಂತೆ. ದೇಗುಲವನ್ನು ನೋಡಿದರೆ ಪೂಜ್ಯನೀಯ ಭಾವ ಮೂಡುತ್ತದೆ. ಹೀಗೆಯೇ ನಮ್ಮ ದೇಹವನ್ನು ನೋಡಿಕೊಳ್ಳಬೇಕು. ಆದುದರಿಂದ ಎಲ್ಲಾ ದುಶ್ಚಟಗಳಿಂದ ದೂರವಿರಬೇಕು ಎಂದು ಹಿರಿಯ ಸಿವಿಲ್ ನ್ಯಾಯಾಧೀಶರು ಸಲಹೆ ನೀಡಿದರು. ಮಹಾರಾಜ ಪದವಿ ಪೂರ್ವ ಕಾಲೇಜಿನಲ್ಲಿ ಕರ್ನಾಟಕ ರಾಜ್ಯ ಮದ್ಯಪಾನ ಸಂಯಮ ಮಂಡಳಿ, ವಾರ್ತಾ ಮತ್ತು ಸಾರ್ವಜನಿಕ ಸಂಪರ್ಕ ಇಲಾಖೆ, ಮಹಿಳಾ ಮತ್ತು ಮಕ್ಕಳ ಕಲ್ಯಾಣ ಇಲಾಖೆ ಹಾಗೂ ಮಹಾರಾಜ ಪದವಿ ಪೂರ್ವ ಕಾಲೇಜು ಸಂಯುಕ್ತಾಶ್ರಯದಲ್ಲಿ ಹಮ್ಮಿಕೊಂಡಿದ್ದ ಮಾದಕ ವಸ್ತು ವಿರೋಧಿ ಜಾಗೃತಿ ಕಾರ್ಯಕ್ರಮವನ್ನು ಉದ್ಘಾಟಿಸಿ ಅವರು ಮಾತನಾಡಿದರು. ಜನಸಾಮಾನ್ಯರಲ್ಲಿ ಅದರಲ್ಲೂ ವಿದ್ಯಾರ್ಥಿಗಳಲ್ಲಿ ಮಾದಕ ವ್ಯಸನದ ದುಷ್ಪರಿಣಾಮಗಳ ಬಗ್ಗೆ ಅರಿವು ಮೂಡಿಸುವುದು ಈ ಕಾರ್ಯಕ್ರಮದ ಉದ್ದೇಶವಾಗಿದೆ. ಅಂತರ್ಜಾಲ, ಮೊಬೈಲ್ ಹಾಗೂ ಸಾಮಾಜಿಕ ಜಾಲತಾಣಗಳ ಪ್ರಭಾವದಿಂದ ಯುವಜನರು ಸುಲಭವಾಗಿ ದುಶ್ಚಟಗಳಿಗೆ ಬಲಿಯಾಗುತ್ತಿದ್ದಾರೆ. ಕಾಲೇಜು ಹಂತದಲ್ಲಿಯೇ ವಿದ್ಯಾರ್ಥಿಗಳು ಸರಿಯಾದ ಮಾರ್ಗವನ್ನು ಆಯ್ಕೆ ಮಾಡಿಕೊಳ್ಳಬೇಕು. ದುಶ್ಚಟಗಳು ವ್ಯಕ್ತಿಯ ಆರೋಗ್ಯವನ್ನು ಮಾತ್ರವಲ್ಲದೆ ಕುಟುಂಬ ಹಾಗೂ ಸಮಾಜದ ಮೇಲೂ ದುಷ್ಪರಿಣಾಮ ಬೀರುತ್ತವೆ. ಸಿಗರೇಟ್, ಗಾಂಜಾ, ಮದ್ಯಪಾನದಂತಹ ದುಶ್ಚಟಗಳಿಂದ ದೂರವಿದ್ದು ಉತ್ತಮ ಆರೋಗ್ಯ ಹಾಗೂ ಉಜ್ವಲ ಭವಿಷ್ಯ ರೂಪಿಸಿಕೊಳ್ಳಬೇಕು ಎಂದು ಕಿವಿಮಾತು ಹೇಳಿದರು. ವಿದ್ಯಾರ್ಥಿಗಳು ಪಠ್ಯದ ಜೊತೆಗೆ ಕ್ರೀಡೆ, ಸಾಂಸ್ಕೃತಿಕ ಚಟುವಟಿಕೆಗಳಲ್ಲಿ ತೊಡಗಿಸಿಕೊಳ್ಳುವ ಮೂಲಕ ಸದೃಢ ಮನಸ್ಸನ್ನು ಬೆಳೆಸಿಕೊಳ್ಳಬೇಕು. ಮಾದಕ ವಸ್ತು ಸೇವನೆ ಕಾನೂನು ಬಾಹಿರವಾಗಿದ್ದು, ಇದಕ್ಕೆ ಕಠಿಣ ಶಿಕ್ಷೆ ವಿಧಿಸಲಾಗುತ್ತದೆ ಎಂದು ಎಚ್ಚರಿಸಿದರು. ಕಾರ್ಯಕ್ರಮದಲ್ಲಿ ವಾರ್ತಾ ಮತ್ತು ಸಾರ್ವಜನಿಕ ಸಂಪರ್ಕ ಇಲಾಖೆಯ ಸಹಾಯಕ ನಿರ್ದೇಶಕರಾದ ಟಿ.ಕೆ.ಹರೀಶ್, ಮಹಾರಾಜ ಪದವಿ ಪೂರ್ವ ಕಾಲೇಜಿನ ಪ್ರಾಂಶುಪಾಲರು, ಉಪನ್ಯಾಸಕರು ಹಾಗೂ ವಿದ್ಯಾರ್ಥಿಗಳು ಉಪಸ್ಥಿತರಿದ್ದರು. [11, 714, 351, 1015]
drugs-body [11, 712, 351, 1664]
corruption-col-1 [923, 1961, 1214, 2398]
sidebar-3-text: ಕೃಷ್ಣರಾಜನಗರ ಪುರಸಭಾ ವ್ಯಾಪ್ತಿಯ ಡೇ–ನಲ್ಮ್ ಯೋಜನೆಯಡಿ ರಚಿಸಲಾಗಿರುವ ಮಹಿಳಾ ಸ್ವಸಹಾಯ ಸಂಘಗಳಿಗೆ ಆ ಶಿಬಿರ, ಗಳಿಸಿ ಸಂಘವನ್ನು ಹೆಸರಿನಲ್ಲಿ ಸಮಗ್ರ ಆರ್ಥಿಕ ಚಟುವಟಿಕೆಗಳನ್ನು ನಡೆಸಲು ಪ್ರೋತ್ಸಾಹ ಧನ ನೀಡಲು ಅರ್ಜಿ ಆಹ್ವಾನಿಸಲಾಗಿದೆ. ಅರ್ಹ ಸ್ವಸಹಾಯ ಸಂಘಗಳು ನಿಗದಿತ ಅರ್ಜಿ ನಮೂನೆಯನ್ನು ಭರ್ತಿ ಮಾಡಿ ಪುರಸಭಾ ಕಾರ್ಯಾಲಯಕ್ಕೆ ಫೆ.5 ರೊಳಗೆ ಸಲ್ಲಿಸಬೇಕು. ಹೆಚ್ಚಿನ ಮಾಹಿತಿಗಾಗಿ ಪುರಸಭಾ ಕಾರ್ಯಾಲಯದ ಡೇ–ನಲ್ಮ್ ಶಾಖೆಯನ್ನು ಕಚೇರಿ ವೇಳೆಯಲ್ಲಿ ಸಂಪರ್ಕಿಸಬಹುದು ಎಂದು ಪುರಸಭೆ ಮುಖ್ಯಾಧಿಕಾರಿಗಳು ತಿಳಿಸಿದ್ದಾರೆ. [1224, 1170, 1508, 1279]
meeting-photo-art [312, 206, 892, 419]
sidebar-1-body [1224, 199, 1508, 853]
lead-col-5: ಕೊಳ್ಳೇಗಾಲ ನಗರಸಭೆ ಅಧ್ಯಕ್ಷರಾದ ರೇಖಾ, ಉಪಾಧ್ಯಕ್ಷರಾದ ಎ.ಪಿ. ಶಂಕರ್, ಯಳಂದೂರು ಪಟ್ಟಣ ಪಂಚಾಯಿತಿ ಅಧ್ಯಕ್ಷರಾದ ಎನ್. ಲಕ್ಷ್ಮಿ, ಉಪಾಧ್ಯಕ್ಷರಾದ ಶಾಂತಮ್ಮ, ಹನೂರು ಪಟ್ಟಣ ಪಂಚಾಯಿತಿ ಅಧ್ಯಕ್ಷರಾದ ಮುಮ್ತಾಜ್ ಭಾನು, ಉಪಾಧ್ಯಕ್ಷರಾದ ಆನಂದ್ ಕುಮಾರ್, ಆರ್. ಗ್ರಾಮ ಪಂಚಾಯಿತಿ ಅಧ್ಯಕ್ಷರು, ಉಪಾಧ್ಯಕ್ಷರು, ವಿವಿಧ ಇಲಾಖೆಗಳ ಅಧಿಕಾರಿಗಳು, ಪಂಚಾಯತ್ ಅಭಿವೃದ್ಧಿ ಅಧಿಕಾರಿಗಳು, ಸ್ಥಳೀಯ ಉಪಸ್ಥಿತರಿದ್ದರು. [900, 315, 1199, 395]
sidebar-2-body [1224, 892, 1508, 1107]
sidebar-2-headline: ಕಾಣೆಯಾದ ವ್ಯಕ್ತಿ ಪತ್ತೆಗೆ ಮನವಿ [1224, 866, 1394, 885]
power-headline: ಹಲವೆಡೆ ವಿದ್ಯುತ್ ವ್ಯತ್ಯಯ [16, 1677, 189, 1701]
award-dateline: ಚಾಮರಾಜನಗರ: [869, 1649, 926, 1661]
savita-col-1 [11, 2000, 217, 2398]
lead-col-4: ಗ್ರಾಮ ಪಂಚಾಯಿತಿ ಅಧ್ಯಕ್ಷರು, ಉಪಾಧ್ಯಕ್ಷರು, ಗ್ರಾಮ ಪಂಚಾಯಿತಿ ಹಾಗೂ ನಗರ ಸ್ಥಳೀಯ ಸಂಸ್ಥೆಗಳಿಗೆ ಮೂಲ ಸೌಕರ್ಯ ಒದಗಿಸಲು ಹೆಚ್ಚು ಅನುದಾನ ನೀಡುವುದು ಸೇರಿದಂತೆ ಇತರೆ ಅಭಿಪ್ರಾಯಗಳನ್ನು ಆಯೋಗದ ಮುಂದೆ ಮಂಡಿಸಿದರು. ಜಿಲ್ಲಾಧಿಕಾರಿ ಶಿಲ್ಪಾ ನಾಗ್, ಜಿಲ್ಲಾ ಪಂಚಾಯತ್ ಮುಖ್ಯ ಕಾರ್ಯನಿರ್ವಾಹಕ ಅಧಿಕಾರಿ ಮೋನಾ ರೋತ್, ಹೆಚ್ಚುವರಿ ಜಿಲ್ಲಾಧಿಕಾರಿ ಗೀತಾ ಹುಡೇದ, ಜಿಲ್ಲಾ ಪಂಚಾಯತ್ ಉಪ ಕಾರ್ಯದರ್ಶಿ ಪಿ. ಲಕ್ಷ್ಮಿ, ಮುಖ್ಯ ಯೋಜನಾಧಿಕಾರಿ ಡಾ. ಚಂದ್ರಶೇಖರ್, ಉಪಾಧ್ಯಕ್ಷರು ಸೇರಿದಂತೆ ವಿವಿಧ ಇಲಾಖೆಗಳ [900, 208, 1199, 305]
sidebar-1-headline: ವಿವಿಧ ವೃಂದದ ಅಧಿಕಾರಿಗಳು ಹಾಗೂ ಸಿಬ್ಬಂದಿ ವರ್ಗದವರಿಗೆ ಕ್ರೀಡಾಕೂಟ ಆಯೋಜನೆ [1224, 108, 1483, 150]
lead-col-3: ಸಭೆಯಲ್ಲಿ ಮಾತನಾಡಿದ ಹಣಕಾಸು ಆಯೋಗದ ಅಧ್ಯಕ್ಷರಾದ ಡಾ. ಸಿ. ನಾರಾಯಣಸ್ವಾಮಿ ಅವರು, ಸ್ಥಳೀಯ ಸಂಸ್ಥೆಗಳ ಆರ್ಥಿಕ ಸ್ವಾವಲಂಬನೆಗಾಗಿ ಆದಾಯ ಸಂಗ್ರಹಣೆ ಹೆಚ್ಚಿಸುವ ಅಗತ್ಯವಿದೆ. ಗ್ರಾಮ ಪಂಚಾಯಿತಿಗಳು ತಮ್ಮ ಸ್ವಂತ ಸಂಪನ್ಮೂಲ ಕ್ರೋಢೀಕರಣಕ್ಕೆ ಹೆಚ್ಚಿನ ಗಮನ ನೀಡಬೇಕು. ಸರ್ಕಾರದ ಅನುದಾನದ ಜೊತೆಗೆ ಸ್ಥಳೀಯವಾಗಿ ಸಂಪನ್ಮೂಲ ಸಂಗ್ರಹಿಸಿ ಅಭಿವೃದ್ಧಿ ಕಾರ್ಯಗಳನ್ನು ಕೈಗೊಳ್ಳಬೇಕು ಎಂದರು. ಸಭೆಯಲ್ಲಿ ಭಾಗವಹಿಸಿದ್ದ ನಗರಸಭೆ, ಪುರಸಭೆ, ಪಟ್ಟಣ ಪಂಚಾಯಿತಿ, ಗ್ರಾಮ [610, 426, 892, 524]
savita-headline: ಸವಿತಾ ಸಮಾಜವು ಸಂಘಟಿತವಾಗಲಿ [170, 1923, 749, 1983]
brand-logo [1181, 5, 1440, 55]
lead-dateline: ಚಾಮರಾಜನಗರ: [11, 208, 70, 220]
children-dateline: ಚಾಮರಾಜನಗರ: [369, 677, 428, 689]
page-number: 5 [1464, 0, 1514, 89]
children-col-1 [369, 675, 636, 1463]
